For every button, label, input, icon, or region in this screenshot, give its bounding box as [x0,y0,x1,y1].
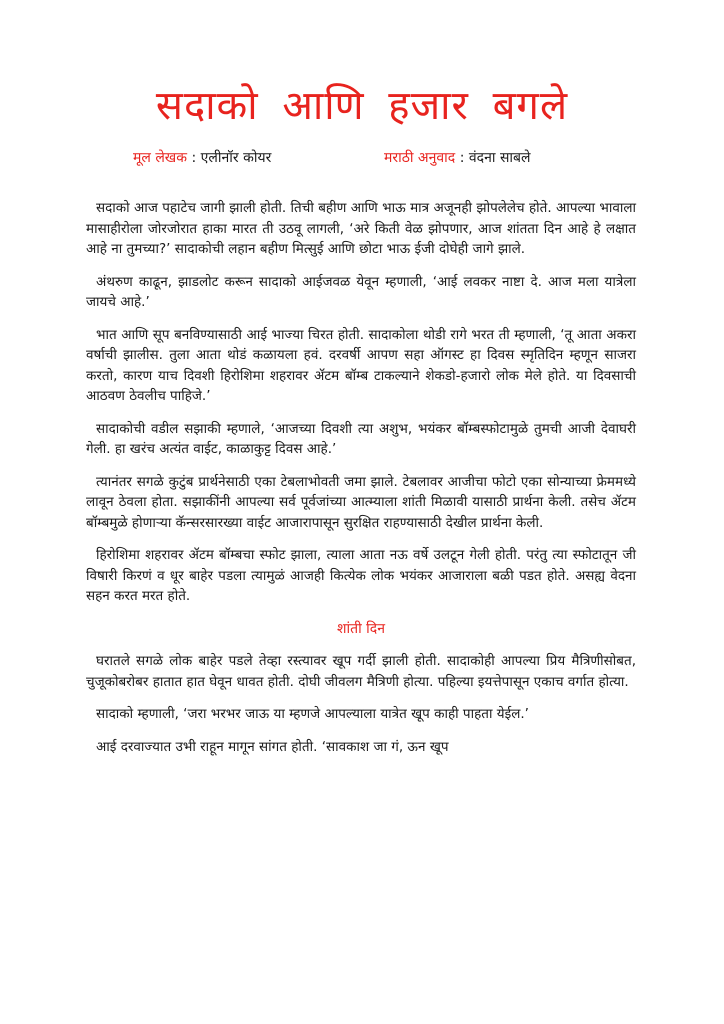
author-name: एलीनॉर कोयर [200,150,272,166]
paragraph: सदाको आज पहाटेच जागी झाली होती. तिची बहीण आणि भाऊ मात्र अजूनही झोपलेलेच होते. आपल्या भावाला मासाहीरोला जोरजोरात हाका मारत ती उठवू लागली, ‘अरे किती वेळ झोपणार, आज शांतता दिन आहे हे लक्षात आहे ना तुमच्या?’ सादाकोची लहान बहीण मित्सुई आणि छोटा भाऊ ईजी दोघेही जागे झाले. [86,200,636,257]
section-heading: शांती दिन [336,620,386,637]
translator-credit [384,148,531,167]
paragraph: घरातले सगळे लोक बाहेर पडले तेव्हा रस्त्यावर खूप गर्दी झाली होती. सादाकोही आपल्या प्रिय मैत्रिणीसोबत, चुजूकोबरोबर हातात हात घेवून धावत होती. दोघी जीवलग मैत्रिणी होत्या. पहिल्या इयत्तेपासून एकाच वर्गात होत्या. [86,653,636,690]
paragraph: हिरोशिमा शहरावर ॲटम बॉम्बचा स्फोट झाला, त्याला आता नऊ वर्षे उलटून गेली होती. परंतु त्या स्फोटातून जी विषारी किरणं व धूर बाहेर पडला त्यामुळं आजही कित्येक लोक भयंकर आजाराला बळी पडत होते. असह्य वेदना सहन करत मरत होते. [86,547,636,604]
translator-separator: : [455,150,469,166]
paragraph: सादाकोची वडील सझाकी म्हणाले, ‘आजच्या दिवशी त्या अशुभ, भयंकर बॉम्बस्फोटामुळे तुमची आजी देवाघरी गेली. हा खरंच अत्यंत वाईट, काळाकुट्ट दिवस आहे.’ [86,420,636,457]
story-body [86,198,636,769]
paragraph: आई दरवाज्यात उभी राहून मागून सांगत होती. ‘सावकाश जा गं, ऊन खूप [96,738,449,755]
paragraph: त्यानंतर सगळे कुटुंब प्रार्थनेसाठी एका टेबलाभोवती जमा झाले. टेबलावर आजीचा फोटो एका सोन्याच्या फ्रेममध्ये लावून ठेवला होता. सझाकींनी आपल्या सर्व पूर्वजांच्या आत्म्याला शांती मिळावी यासाठी प्रार्थना केली. तसेच ॲटम बॉम्बमुळे होणाऱ्या कॅन्सरसारख्या वाईट आजारापासून सुरक्षित राहण्यासाठी देखील प्रार्थना केली. [86,473,636,531]
author-separator: : [187,150,201,166]
paragraph: सादाको म्हणाली, ‘जरा भरभर जाऊ या म्हणजे आपल्याला यात्रेत खूप काही पाहता येईल.’ [96,706,529,722]
credits-line [0,148,724,170]
translator-label: मराठी अनुवाद [384,150,456,166]
paragraph: भात आणि सूप बनविण्यासाठी आई भाज्या चिरत होती. सादाकोला थोडी रागे भरत ती म्हणाली, ‘तू आता अकरा वर्षाची झालीस. तुला आता थोडं कळायला हवं. दरवर्षी आपण सहा ऑगस्ट हा दिवस स्मृतिदिन म्हणून साजरा करतो, कारण याच दिवशी हिरोशिमा शहरावर ॲटम बॉम्ब टाकल्याने शेकडो-हजारो लोक मेले होते. या दिवसाची आठवण ठेवलीच पाहिजे.’ [86,326,636,404]
story-title: सदाको आणि हजार बगले [155,83,569,129]
translator-name: वंदना साबले [468,150,531,166]
author-label: मूल लेखक [133,150,188,166]
paragraph: अंथरुण काढून, झाडलोट करून सादाको आईजवळ येवून म्हणाली, ‘आई लवकर नाष्टा दे. आज मला यात्रेला जायचे आहे.’ [86,273,636,310]
author-credit [133,148,271,167]
